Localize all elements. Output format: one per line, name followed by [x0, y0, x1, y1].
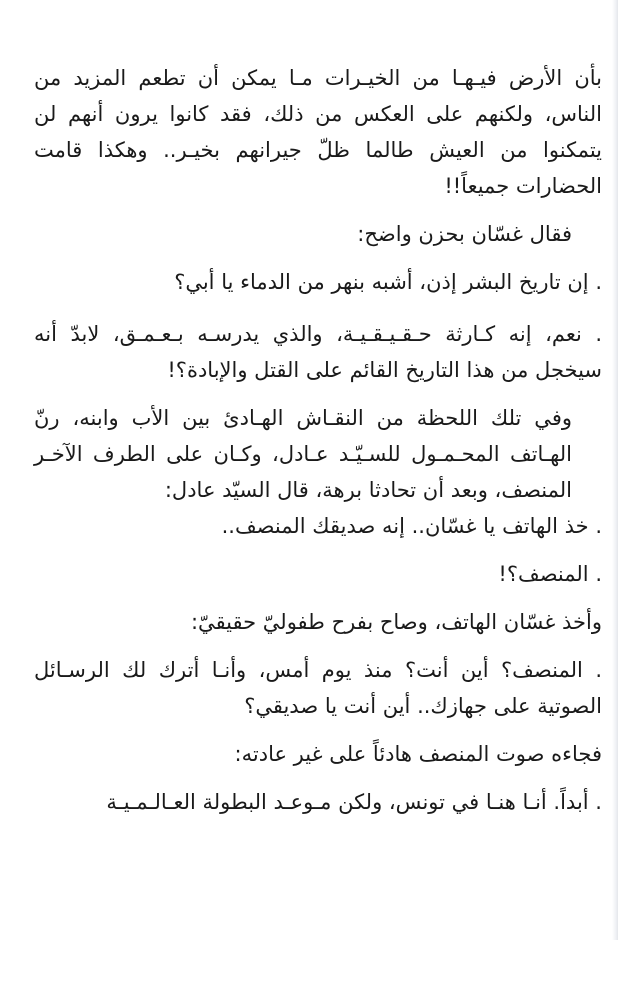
page-edge-shadow — [612, 0, 618, 940]
paragraph-9: . المنصف؟ أين أنت؟ منذ يوم أمس، وأنـا أترك لك الرسـائل الصوتية على جهازك.. أين أنت يا صديقي؟ — [34, 658, 602, 718]
paragraph-2: فقال غسّان بحزن واضح: — [357, 222, 572, 246]
paragraph-10: فجاءه صوت المنصف هادئاً على غير عادته: — [234, 742, 602, 766]
paragraph-11: . أبداً. أنـا هنـا في تونس، ولكن مـوعـد البطولة العـالـمـيـة — [106, 790, 602, 814]
paragraph-8: وأخذ غسّان الهاتف، وصاح بفرح طفوليّ حقيقيّ: — [190, 610, 602, 634]
paragraph-3: . إن تاريخ البشر إذن، أشبه بنهر من الدماء يا أبي؟ — [174, 270, 602, 294]
paragraph-5: وفي تلك اللحظة من النقـاش الهـادئ بين الأب وابنه، رنّ الهـاتف المحـمـول للسـيّـد عـادل، وكـان على الطرف الآخـر المنصف، وبعد أن تحادثا برهة، قال السيّد عادل: — [34, 406, 572, 502]
paragraph-1: بأن الأرض فيـهـا من الخيـرات مـا يمكن أن تطعم المزيد من الناس، ولكنهم على العكس من ذلك، فقد كانوا يرون أنهم لن يتمكنوا من العيش طالما ظلّ جيرانهم بخيـر.. وهكذا قامت الحضارات جميعاً!! — [34, 66, 602, 198]
paragraph-7: . المنصف؟! — [498, 562, 602, 586]
page-text — [34, 60, 602, 820]
paragraph-6: . خذ الهاتف يا غسّان.. إنه صديقك المنصف.. — [221, 514, 602, 538]
paragraph-4: . نعم، إنه كـارثة حـقـيـقـيـة، والذي يدرسـه بـعـمـق، لابدّ أنه سيخجل من هذا التاريخ القائم على القتل والإبادة؟! — [34, 322, 602, 382]
